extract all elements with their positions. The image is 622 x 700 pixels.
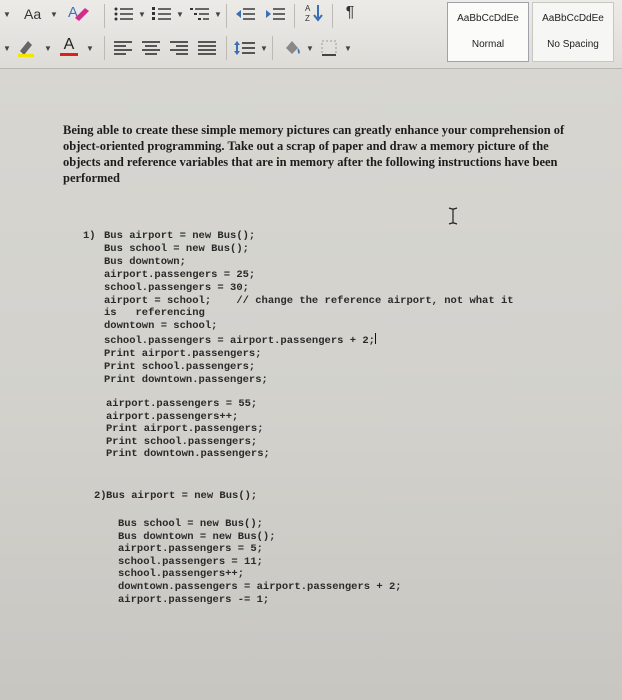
style-name: No Spacing xyxy=(547,39,599,50)
text-effects-icon xyxy=(65,3,93,23)
pilcrow-icon: ¶ xyxy=(345,4,355,21)
numbering-button[interactable] xyxy=(150,4,174,24)
chevron-down-icon[interactable]: ▼ xyxy=(86,44,94,53)
justify-button[interactable] xyxy=(196,38,218,58)
question-number: 1) xyxy=(83,230,96,242)
chevron-down-icon[interactable]: ▼ xyxy=(306,44,314,53)
change-case-icon xyxy=(23,5,45,23)
code-line: is referencing xyxy=(104,307,205,320)
font-color-button[interactable] xyxy=(56,36,82,56)
decrease-indent-icon xyxy=(236,6,256,22)
bullets-icon xyxy=(114,6,134,22)
svg-text:A: A xyxy=(305,4,311,13)
i-beam-cursor-icon xyxy=(448,207,458,225)
code-line: Bus downtown = new Bus(); xyxy=(118,530,276,543)
line-spacing-button[interactable] xyxy=(232,38,258,58)
bullets-button[interactable] xyxy=(112,4,136,24)
svg-text:Aa: Aa xyxy=(24,6,42,22)
line-spacing-icon xyxy=(234,40,256,56)
shading-icon xyxy=(282,38,302,56)
text-caret xyxy=(375,333,376,344)
svg-text:A: A xyxy=(68,4,79,21)
multilevel-list-button[interactable] xyxy=(188,4,212,24)
sort-icon xyxy=(304,3,324,23)
code-line: Bus downtown; xyxy=(104,255,186,268)
code-line: school.passengers = 11; xyxy=(118,555,263,568)
style-sample: AaBbCcDdEe xyxy=(457,13,519,24)
code-line: school.passengers = airport.passengers + 2; xyxy=(104,335,375,348)
code-line: Bus school = new Bus(); xyxy=(104,242,249,255)
code-block-q1-part2 xyxy=(106,398,270,461)
style-sample: AaBbCcDdEe xyxy=(542,13,604,24)
svg-text:Z: Z xyxy=(305,14,310,23)
code-line-q2-first: Bus airport = new Bus(); xyxy=(106,490,258,502)
code-line: downtown.passengers = airport.passengers + 2; xyxy=(118,580,402,593)
chevron-down-icon[interactable]: ▼ xyxy=(260,44,268,53)
show-formatting-button[interactable] xyxy=(338,3,362,23)
chevron-down-icon[interactable]: ▼ xyxy=(214,10,222,19)
code-line: Print airport.passengers; xyxy=(104,348,262,361)
code-line: downtown = school; xyxy=(104,320,218,333)
align-right-icon xyxy=(170,40,188,56)
code-line: airport.passengers = 55; xyxy=(106,398,258,410)
chevron-down-icon[interactable]: ▼ xyxy=(176,10,184,19)
code-line: airport.passengers = 5; xyxy=(118,543,263,556)
code-line: Bus airport = new Bus(); xyxy=(104,230,256,242)
decrease-indent-button[interactable] xyxy=(234,4,258,24)
sort-button[interactable] xyxy=(302,3,326,23)
multilevel-list-icon xyxy=(190,6,210,22)
justify-icon xyxy=(198,40,216,56)
change-case-button[interactable] xyxy=(20,4,48,24)
font-color-letter: A xyxy=(63,35,75,53)
code-line: Print downtown.passengers; xyxy=(104,373,268,386)
chevron-down-icon[interactable]: ▼ xyxy=(138,10,146,19)
code-line: Print school.passengers; xyxy=(104,361,256,374)
font-color-bar xyxy=(60,53,78,56)
ribbon-toolbar xyxy=(0,0,622,69)
chevron-down-icon[interactable]: ▼ xyxy=(344,44,352,53)
increase-indent-button[interactable] xyxy=(264,4,288,24)
chevron-down-icon[interactable]: ▼ xyxy=(50,10,58,19)
code-line: Print airport.passengers; xyxy=(106,423,264,436)
chevron-down-icon[interactable]: ▼ xyxy=(3,44,11,53)
code-block-q1-part1 xyxy=(104,230,514,387)
code-line: Print downtown.passengers; xyxy=(106,448,270,461)
code-line: airport.passengers -= 1; xyxy=(118,593,270,606)
borders-icon xyxy=(321,40,337,56)
intro-paragraph: Being able to create these simple memory pictures can greatly enhance your comprehension of object-oriented programming. Take out a scrap of paper and draw a memory picture of the objects and reference variables that are in memory after the following instructions have been performed xyxy=(63,123,565,185)
style-no-spacing[interactable] xyxy=(532,2,614,62)
question-number: 2) xyxy=(94,490,107,502)
highlighter-icon xyxy=(16,37,38,57)
chevron-down-icon[interactable]: ▼ xyxy=(3,10,11,19)
increase-indent-icon xyxy=(266,6,286,22)
code-line: airport.passengers = 25; xyxy=(104,268,256,281)
chevron-down-icon[interactable]: ▼ xyxy=(44,44,52,53)
code-line: airport.passengers++; xyxy=(106,410,239,423)
code-line: school.passengers++; xyxy=(118,568,245,581)
document-page[interactable] xyxy=(0,69,622,700)
shading-button[interactable] xyxy=(280,37,304,57)
code-line: airport = school; // change the reference airport, not what it xyxy=(104,294,514,307)
style-normal[interactable] xyxy=(447,2,529,62)
code-line: Bus school = new Bus(); xyxy=(118,518,263,530)
code-line: school.passengers = 30; xyxy=(104,281,249,294)
align-center-button[interactable] xyxy=(140,38,162,58)
style-name: Normal xyxy=(471,39,505,50)
highlight-color-button[interactable] xyxy=(14,37,40,57)
align-left-button[interactable] xyxy=(112,38,134,58)
borders-button[interactable] xyxy=(318,38,340,58)
numbering-icon xyxy=(152,6,172,22)
align-right-button[interactable] xyxy=(168,38,190,58)
code-block-q2 xyxy=(118,518,402,606)
code-line: Print school.passengers; xyxy=(106,435,258,448)
text-effects-button[interactable] xyxy=(64,3,94,23)
align-center-icon xyxy=(142,40,160,56)
align-left-icon xyxy=(114,40,132,56)
